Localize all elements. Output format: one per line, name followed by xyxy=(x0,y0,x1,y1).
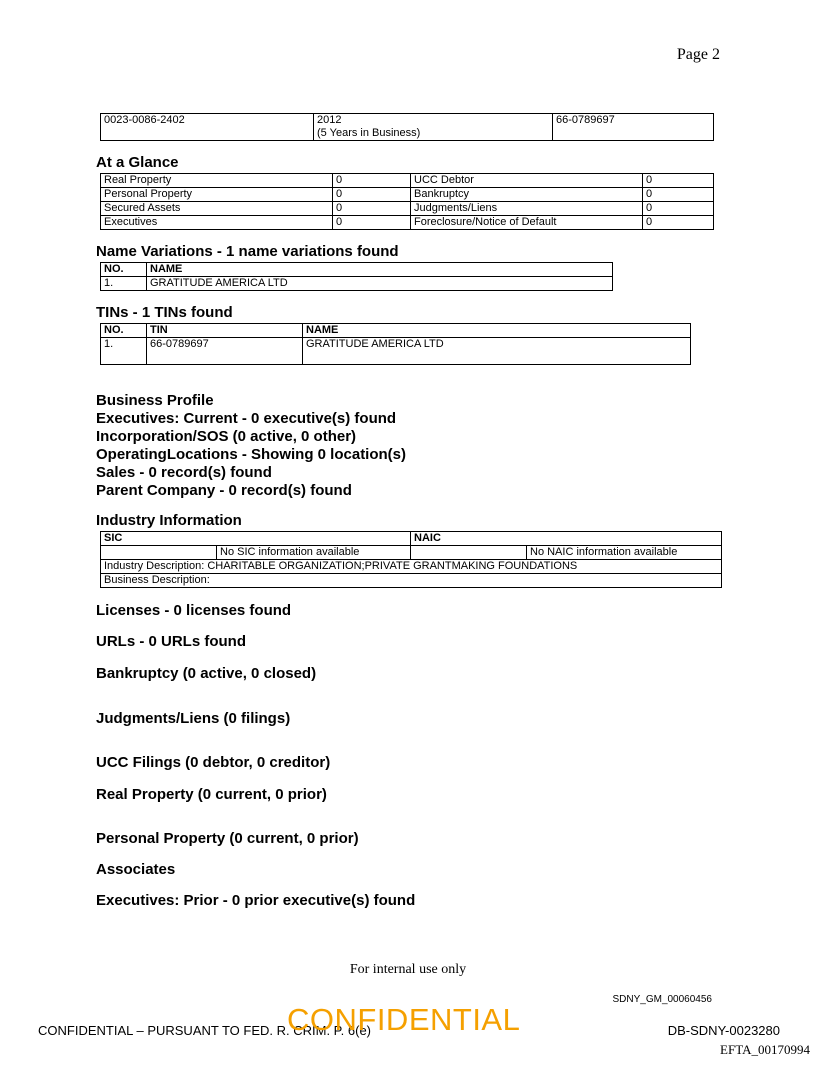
row-name: GRATITUDE AMERICA LTD xyxy=(303,338,691,365)
internal-use-note: For internal use only xyxy=(349,962,467,977)
urls-heading: URLs - 0 URLs found xyxy=(96,633,246,650)
bates-number-efta: EFTA_00170994 xyxy=(720,1042,810,1057)
glance-row xyxy=(101,216,714,230)
executives-current-heading: Executives: Current - 0 executive(s) found xyxy=(96,410,397,427)
glance-label: Executives xyxy=(101,216,333,230)
glance-label: Foreclosure/Notice of Default xyxy=(411,216,643,230)
header-account-number: 0023-0086-2402 xyxy=(101,114,314,141)
at-a-glance-table xyxy=(100,173,714,230)
row-tin: 66-0789697 xyxy=(147,338,303,365)
sic-code xyxy=(101,546,217,560)
glance-value: 0 xyxy=(333,216,411,230)
business-profile-heading: Business Profile xyxy=(96,392,214,409)
tins-title: TINs - 1 TINs found xyxy=(96,304,233,321)
sic-value: No SIC information available xyxy=(217,546,411,560)
confidential-notice: CONFIDENTIAL – PURSUANT TO FED. R. CRIM. P. 6(e) xyxy=(38,1023,372,1038)
bates-number-gm: SDNY_GM_00060456 xyxy=(612,994,712,1005)
row-number: 1. xyxy=(101,338,147,365)
bankruptcy-heading: Bankruptcy (0 active, 0 closed) xyxy=(96,665,317,682)
ucc-heading: UCC Filings (0 debtor, 0 creditor) xyxy=(96,754,331,771)
column-header-no: NO. xyxy=(101,263,147,277)
header-year-cell xyxy=(314,114,553,141)
page-number: Page 2 xyxy=(676,46,720,63)
at-a-glance-title: At a Glance xyxy=(96,154,179,171)
real-property-heading: Real Property (0 current, 0 prior) xyxy=(96,786,327,803)
header-years-in-business: (5 Years in Business) xyxy=(317,127,421,139)
header-year: 2012 xyxy=(317,114,342,126)
name-variations-table xyxy=(100,262,613,291)
judgments-heading: Judgments/Liens (0 filings) xyxy=(96,710,291,727)
glance-label: Secured Assets xyxy=(101,202,333,216)
tins-table xyxy=(100,323,691,365)
personal-property-heading: Personal Property (0 current, 0 prior) xyxy=(96,830,359,847)
confidential-stamp: CONFIDENTIAL xyxy=(287,1002,521,1037)
column-header-no: NO. xyxy=(101,324,147,338)
header-table xyxy=(100,113,714,141)
name-variations-title: Name Variations - 1 name variations found xyxy=(96,243,399,260)
industry-table xyxy=(100,531,722,588)
business-description: Business Description: xyxy=(101,574,722,588)
bates-number-db: DB-SDNY-0023280 xyxy=(667,1023,780,1038)
glance-value: 0 xyxy=(643,202,714,216)
column-header-sic: SIC xyxy=(101,532,411,546)
executives-prior-heading: Executives: Prior - 0 prior executive(s) found xyxy=(96,892,416,909)
industry-description: Industry Description: CHARITABLE ORGANIZATION;PRIVATE GRANTMAKING FOUNDATIONS xyxy=(101,560,722,574)
table-row xyxy=(101,338,691,365)
naic-code xyxy=(411,546,527,560)
header-tin: 66-0789697 xyxy=(553,114,714,141)
column-header-name: NAME xyxy=(147,263,613,277)
row-name: GRATITUDE AMERICA LTD xyxy=(147,277,613,291)
business-profile-block xyxy=(96,392,406,500)
licenses-heading: Licenses - 0 licenses found xyxy=(96,602,292,619)
glance-label: Personal Property xyxy=(101,188,333,202)
sales-heading: Sales - 0 record(s) found xyxy=(96,464,272,481)
glance-label: UCC Debtor xyxy=(411,174,643,188)
column-header-tin: TIN xyxy=(147,324,303,338)
row-number: 1. xyxy=(101,277,147,291)
glance-row xyxy=(101,188,714,202)
glance-row xyxy=(101,202,714,216)
glance-label: Real Property xyxy=(101,174,333,188)
associates-heading: Associates xyxy=(96,861,176,878)
column-header-naic: NAIC xyxy=(411,532,722,546)
naic-value: No NAIC information available xyxy=(527,546,722,560)
glance-value: 0 xyxy=(643,188,714,202)
glance-label: Judgments/Liens xyxy=(411,202,643,216)
glance-value: 0 xyxy=(333,188,411,202)
column-header-name: NAME xyxy=(303,324,691,338)
industry-info-title: Industry Information xyxy=(96,512,242,529)
operating-locations-heading: OperatingLocations - Showing 0 location(s) xyxy=(96,446,407,463)
glance-value: 0 xyxy=(643,174,714,188)
glance-value: 0 xyxy=(333,202,411,216)
glance-value: 0 xyxy=(333,174,411,188)
glance-value: 0 xyxy=(643,216,714,230)
glance-row xyxy=(101,174,714,188)
incorporation-heading: Incorporation/SOS (0 active, 0 other) xyxy=(96,428,357,445)
table-row xyxy=(101,277,613,291)
parent-company-heading: Parent Company - 0 record(s) found xyxy=(96,482,352,499)
glance-label: Bankruptcy xyxy=(411,188,643,202)
